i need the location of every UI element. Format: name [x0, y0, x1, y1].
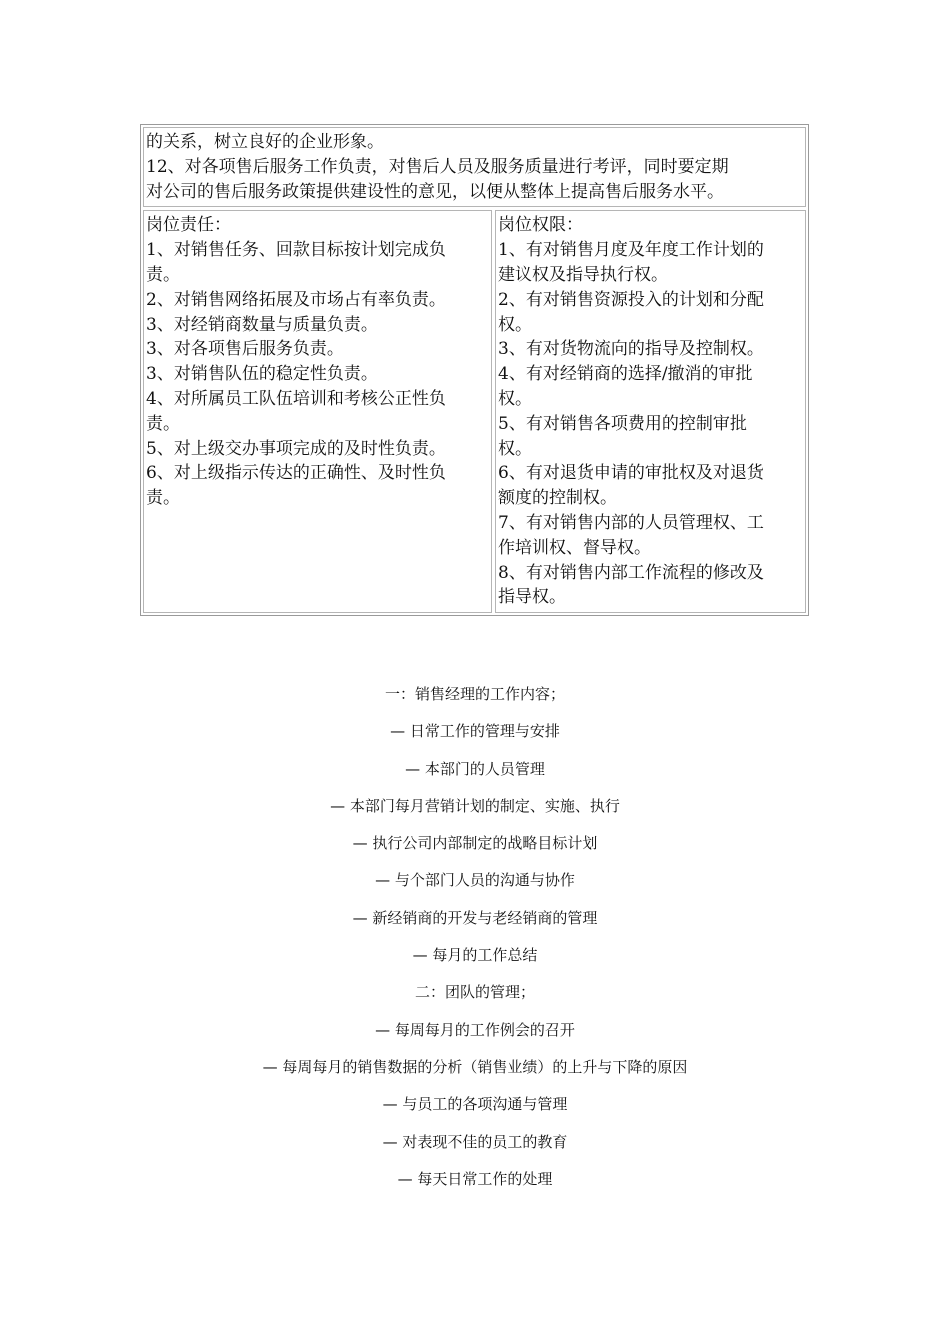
- responsibility-line: 5、对上级交办事项完成的及时性负责。: [146, 438, 446, 459]
- list-item: — 日常工作的管理与安排: [390, 722, 560, 741]
- list-item: — 执行公司内部制定的战略目标计划: [352, 834, 598, 853]
- list-item: — 每周每月的工作例会的召开: [375, 1020, 575, 1039]
- responsibility-line: 责。: [146, 264, 180, 285]
- authority-line: 1、有对销售月度及年度工作计划的: [498, 240, 764, 261]
- job-authority-cell: [495, 210, 806, 613]
- top-cell-line: 12、对各项售后服务工作负责，对售后人员及服务质量进行考评，同时要定期: [146, 156, 729, 177]
- section-heading: 二：团队的管理；: [414, 983, 535, 1002]
- authority-line: 指导权。: [498, 587, 566, 608]
- job-responsibility-heading: 岗位责任：: [146, 215, 231, 236]
- authority-line: 作培训权、督导权。: [498, 537, 651, 558]
- authority-line: 建议权及指导执行权。: [498, 264, 668, 285]
- authority-line: 4、有对经销商的选择/撤消的审批: [498, 364, 753, 385]
- responsibility-line: 3、对各项售后服务负责。: [146, 339, 344, 360]
- responsibility-line: 3、对经销商数量与质量负责。: [146, 314, 378, 335]
- table-top-cell: [143, 127, 806, 207]
- sales-manager-duties-list: [0, 683, 950, 1205]
- section-heading: 一：销售经理的工作内容；: [384, 685, 565, 703]
- authority-line: 权。: [498, 388, 532, 409]
- responsibility-table: [140, 124, 809, 616]
- job-authority-heading: 岗位权限：: [498, 215, 583, 236]
- authority-line: 权。: [498, 438, 532, 459]
- list-item: — 新经销商的开发与老经销商的管理: [352, 908, 598, 927]
- list-item: — 每月的工作总结: [412, 946, 538, 965]
- responsibility-line: 3、对销售队伍的稳定性负责。: [146, 364, 378, 385]
- authority-line: 权。: [498, 314, 532, 335]
- responsibility-line: 责。: [146, 413, 180, 434]
- list-item: — 对表现不佳的员工的教育: [382, 1132, 568, 1151]
- list-item: — 本部门每月营销计划的制定、实施、执行: [330, 796, 620, 815]
- authority-line: 2、有对销售资源投入的计划和分配: [498, 289, 764, 310]
- list-item: — 与个部门人员的沟通与协作: [375, 871, 575, 890]
- responsibility-line: 2、对销售网络拓展及市场占有率负责。: [146, 289, 446, 310]
- authority-line: 3、有对货物流向的指导及控制权。: [498, 339, 764, 360]
- authority-line: 6、有对退货申请的审批权及对退货: [498, 463, 764, 484]
- responsibility-line: 1、对销售任务、回款目标按计划完成负: [146, 240, 446, 261]
- table-row: [143, 210, 806, 613]
- top-cell-line: 的关系，树立良好的企业形象。: [146, 132, 384, 152]
- responsibility-line: 6、对上级指示传达的正确性、及时性负: [146, 463, 446, 484]
- responsibility-line: 4、对所属员工队伍培训和考核公正性负: [146, 388, 446, 409]
- authority-line: 8、有对销售内部工作流程的修改及: [498, 562, 764, 583]
- authority-line: 5、有对销售各项费用的控制审批: [498, 413, 747, 434]
- job-responsibility-cell: [143, 210, 492, 613]
- list-item: — 与员工的各项沟通与管理: [382, 1095, 568, 1114]
- responsibility-line: 责。: [146, 488, 180, 509]
- top-cell-line: 对公司的售后服务政策提供建设性的意见，以便从整体上提高售后服务水平。: [146, 181, 724, 202]
- list-item: — 每周每月的销售数据的分析（销售业绩）的上升与下降的原因: [262, 1057, 688, 1076]
- authority-line: 7、有对销售内部的人员管理权、工: [498, 512, 764, 533]
- list-item: — 本部门的人员管理: [405, 759, 545, 778]
- authority-line: 额度的控制权。: [498, 488, 617, 509]
- list-item: — 每天日常工作的处理: [397, 1169, 553, 1188]
